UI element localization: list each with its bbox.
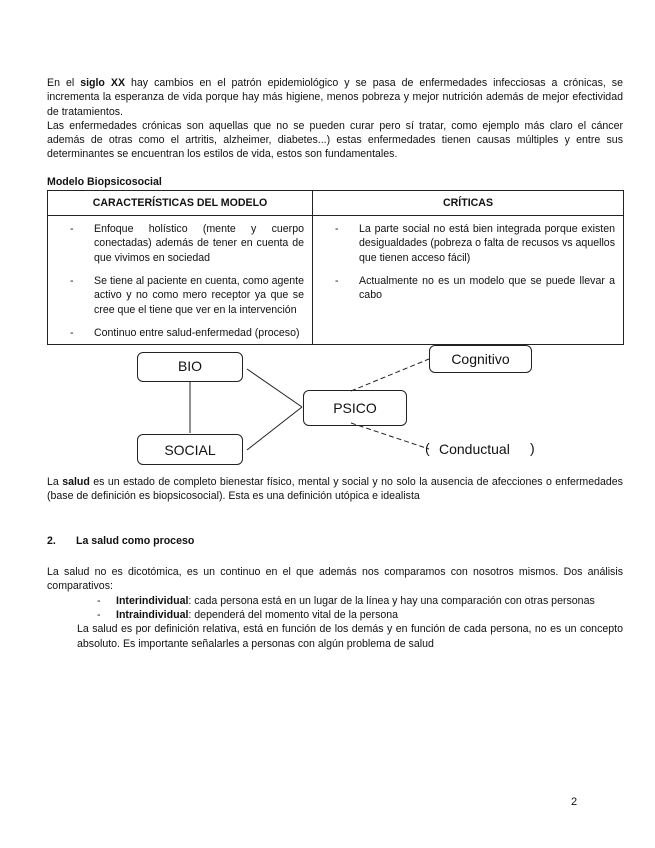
list-item: - Enfoque holístico (mente y cuerpo conectadas) además de tener en cuenta de que vivimos en sociedad — [70, 223, 304, 264]
list-item: - Interindividual: cada persona está en un lugar de la línea y hay una comparación con otras personas — [97, 594, 595, 607]
psico-node: PSICO — [303, 390, 407, 426]
section-2-paragraph-1: La salud no es dicotómica, es un continuo en el que además nos comparamos con nosotros mismos. Dos análisis comparativos: — [47, 566, 623, 593]
biopsychosocial-diagram: BIO SOCIAL PSICO Cognitivo ( Conductual ) — [47, 345, 623, 469]
bio-node: BIO — [137, 352, 243, 382]
intro-bold-term: siglo XX — [80, 77, 126, 89]
intro-paragraph-1: En el siglo XX hay cambios en el patrón epidemiológico y se pasa de enfermedades infecciosas a crónicas, se incrementa la esperanza de vida porque hay más higiene, menos pobreza y mejor nutrición además de mejor efectividad de tratamientos. — [47, 77, 623, 118]
bio-psico-arrow — [247, 369, 302, 407]
model-table — [47, 190, 624, 345]
conductual-node: Conductual — [439, 441, 510, 458]
document-page — [47, 76, 623, 651]
social-psico-arrow — [247, 407, 302, 450]
section-2-paragraph-2: La salud es por definición relativa, está en función de los demás y en función de cada persona, no es un concepto absoluto. Es importante señalarles a personas con algún problema de salud — [77, 623, 623, 650]
salud-definition: La salud es un estado de completo bienestar físico, mental y social y no solo la ausencia de afecciones o enfermedades (base de definición es biopsicosocial). Esta es una definición utópica e idealista — [47, 476, 623, 503]
social-node: SOCIAL — [137, 434, 243, 465]
list-item: - Actualmente no es un modelo que se puede llevar a cabo — [335, 274, 615, 302]
list-item: - Se tiene al paciente en cuenta, como agente activo y no como mero receptor ya que se cree que el tiene que ver en la intervención — [70, 274, 304, 316]
psico-conductual-link — [351, 423, 429, 449]
header-caracteristicas: CARACTERÍSTICAS DEL MODELO — [48, 191, 313, 216]
header-criticas: CRÍTICAS — [313, 191, 624, 216]
list-item: - Continuo entre salud-enfermedad (proceso) — [70, 326, 300, 339]
cognitivo-node: Cognitivo — [429, 345, 532, 373]
list-item: - La parte social no está bien integrada porque existen desigualdades (pobreza o falta de recusos vs aquellos que tienen acceso fácil) — [335, 223, 615, 264]
section-title: La salud como proceso — [76, 534, 195, 547]
model-title: Modelo Biopsicosocial — [47, 175, 162, 188]
list-item: - Intraindividual: dependerá del momento vital de la persona — [97, 608, 399, 621]
caracteristicas-cell — [48, 216, 313, 345]
page-number: 2 — [571, 796, 578, 808]
section-2-heading — [47, 534, 623, 548]
psico-cognitivo-link — [351, 359, 429, 391]
intro-paragraph-2: Las enfermedades crónicas son aquellas que no se pueden curar pero sí tratar, como ejemplo más claro el cáncer además de otras como el artritis, alzheimer, diabetes...) estas enfermedades tienen causas múltiples y entre sus determinantes se encuentran los estilos de vida, estos son fundamentales. — [47, 119, 623, 161]
criticas-cell — [313, 216, 624, 345]
section-number: 2. — [47, 534, 56, 547]
salud-bold-term: salud — [62, 476, 90, 489]
